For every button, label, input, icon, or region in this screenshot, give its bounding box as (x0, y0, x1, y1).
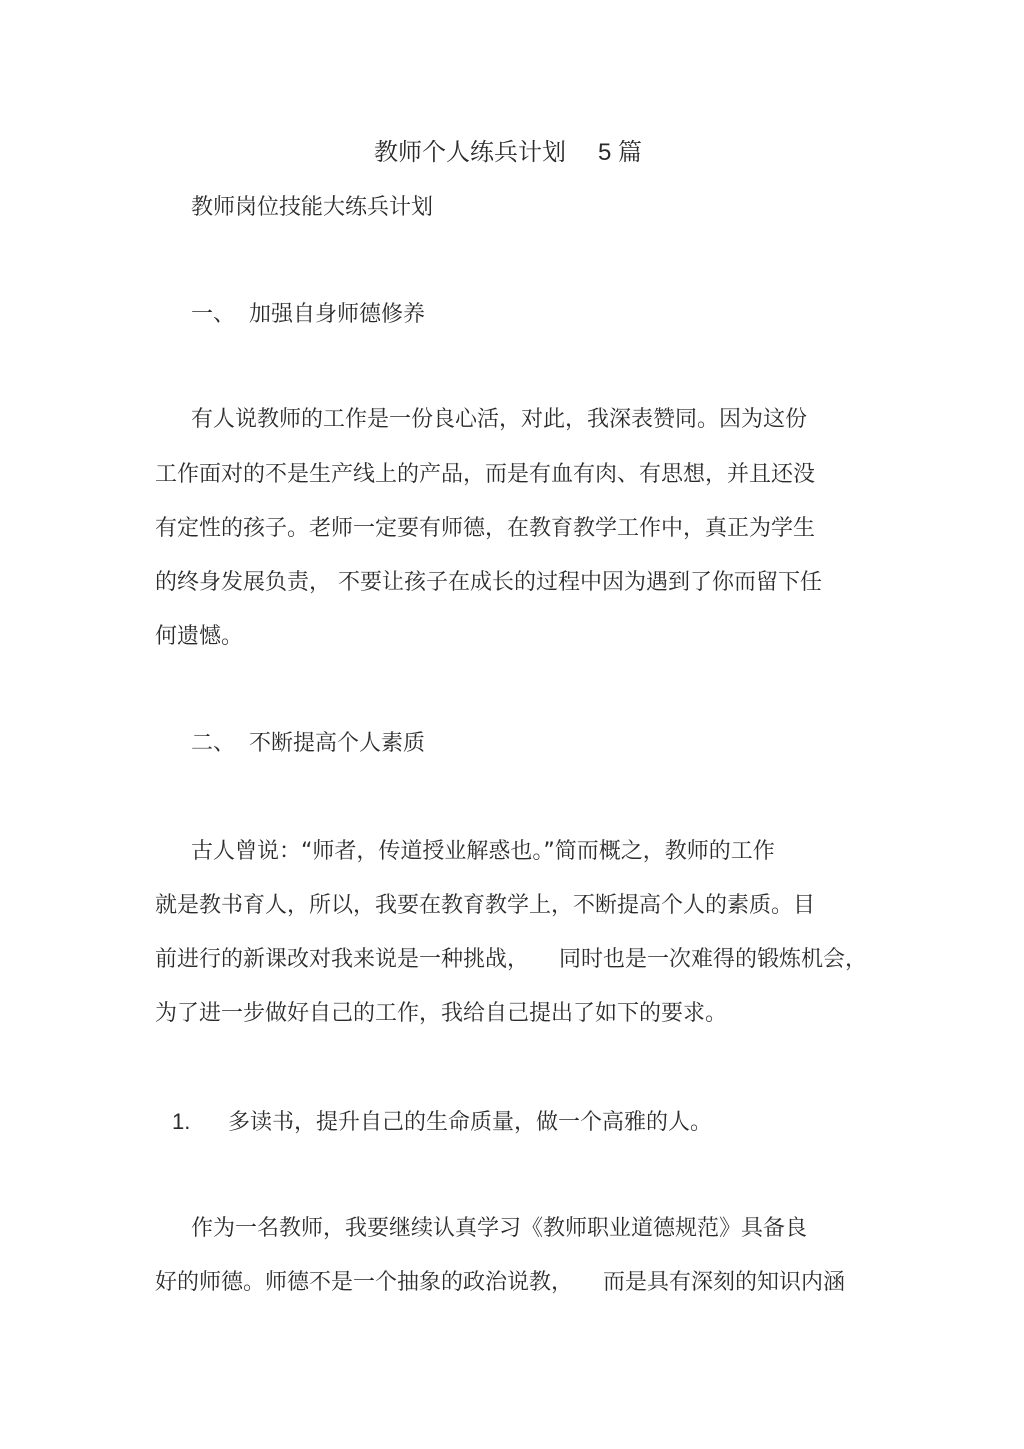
paragraph-line: 古人曾说：“师者，传道授业解惑也。”简而概之，教师的工作 (191, 839, 775, 864)
paragraph-segment: 好的师德。师德不是一个抽象的政治说教， (155, 1270, 574, 1295)
paragraph-line: 有人说教师的工作是一份良心活，对此，我深表赞同。因为这份 (191, 407, 808, 432)
paragraph-line (155, 945, 867, 975)
section-number: 二、 (191, 731, 236, 756)
paragraph-line: 就是教书育人，所以，我要在教育教学上，不断提高个人的素质。目 (155, 893, 816, 918)
list-number: 1. (172, 1109, 191, 1134)
list-item (172, 1107, 712, 1138)
section-number: 一、 (191, 302, 236, 327)
paragraph-line: 作为一名教师，我要继续认真学习《教师职业道德规范》具备良 (191, 1216, 808, 1241)
section-heading (191, 300, 425, 330)
title-suffix: 5 篇 (598, 139, 643, 166)
section-heading-text: 加强自身师德修养 (249, 302, 426, 327)
paragraph-line: 何遗憾。 (155, 624, 244, 649)
paragraph-segment: 前进行的新课改对我来说是一种挑战， (155, 947, 530, 972)
section-heading-text: 不断提高个人素质 (249, 731, 426, 756)
paragraph-line: 的终身发展负责， 不要让孩子在成长的过程中因为遇到了你而留下任 (155, 570, 822, 595)
paragraph-line: 有定性的孩子。老师一定要有师德，在教育教学工作中，真正为学生 (155, 516, 816, 541)
subtitle: 教师岗位技能大练兵计划 (191, 195, 434, 220)
paragraph-line: 为了进一步做好自己的工作，我给自己提出了如下的要求。 (155, 1001, 728, 1026)
paragraph-segment: 而是具有深刻的知识内涵 (603, 1270, 846, 1295)
title-text: 教师个人练兵计划 (374, 138, 566, 166)
paragraph-segment: 同时也是一次难得的锻炼机会， (559, 947, 868, 972)
section-heading (191, 729, 425, 759)
document-title (374, 137, 642, 168)
paragraph-line: 工作面对的不是生产线上的产品，而是有血有肉、有思想，并且还没 (155, 462, 816, 487)
list-item-text: 多读书，提升自己的生命质量，做一个高雅的人。 (228, 1110, 713, 1135)
paragraph-line (155, 1268, 845, 1298)
